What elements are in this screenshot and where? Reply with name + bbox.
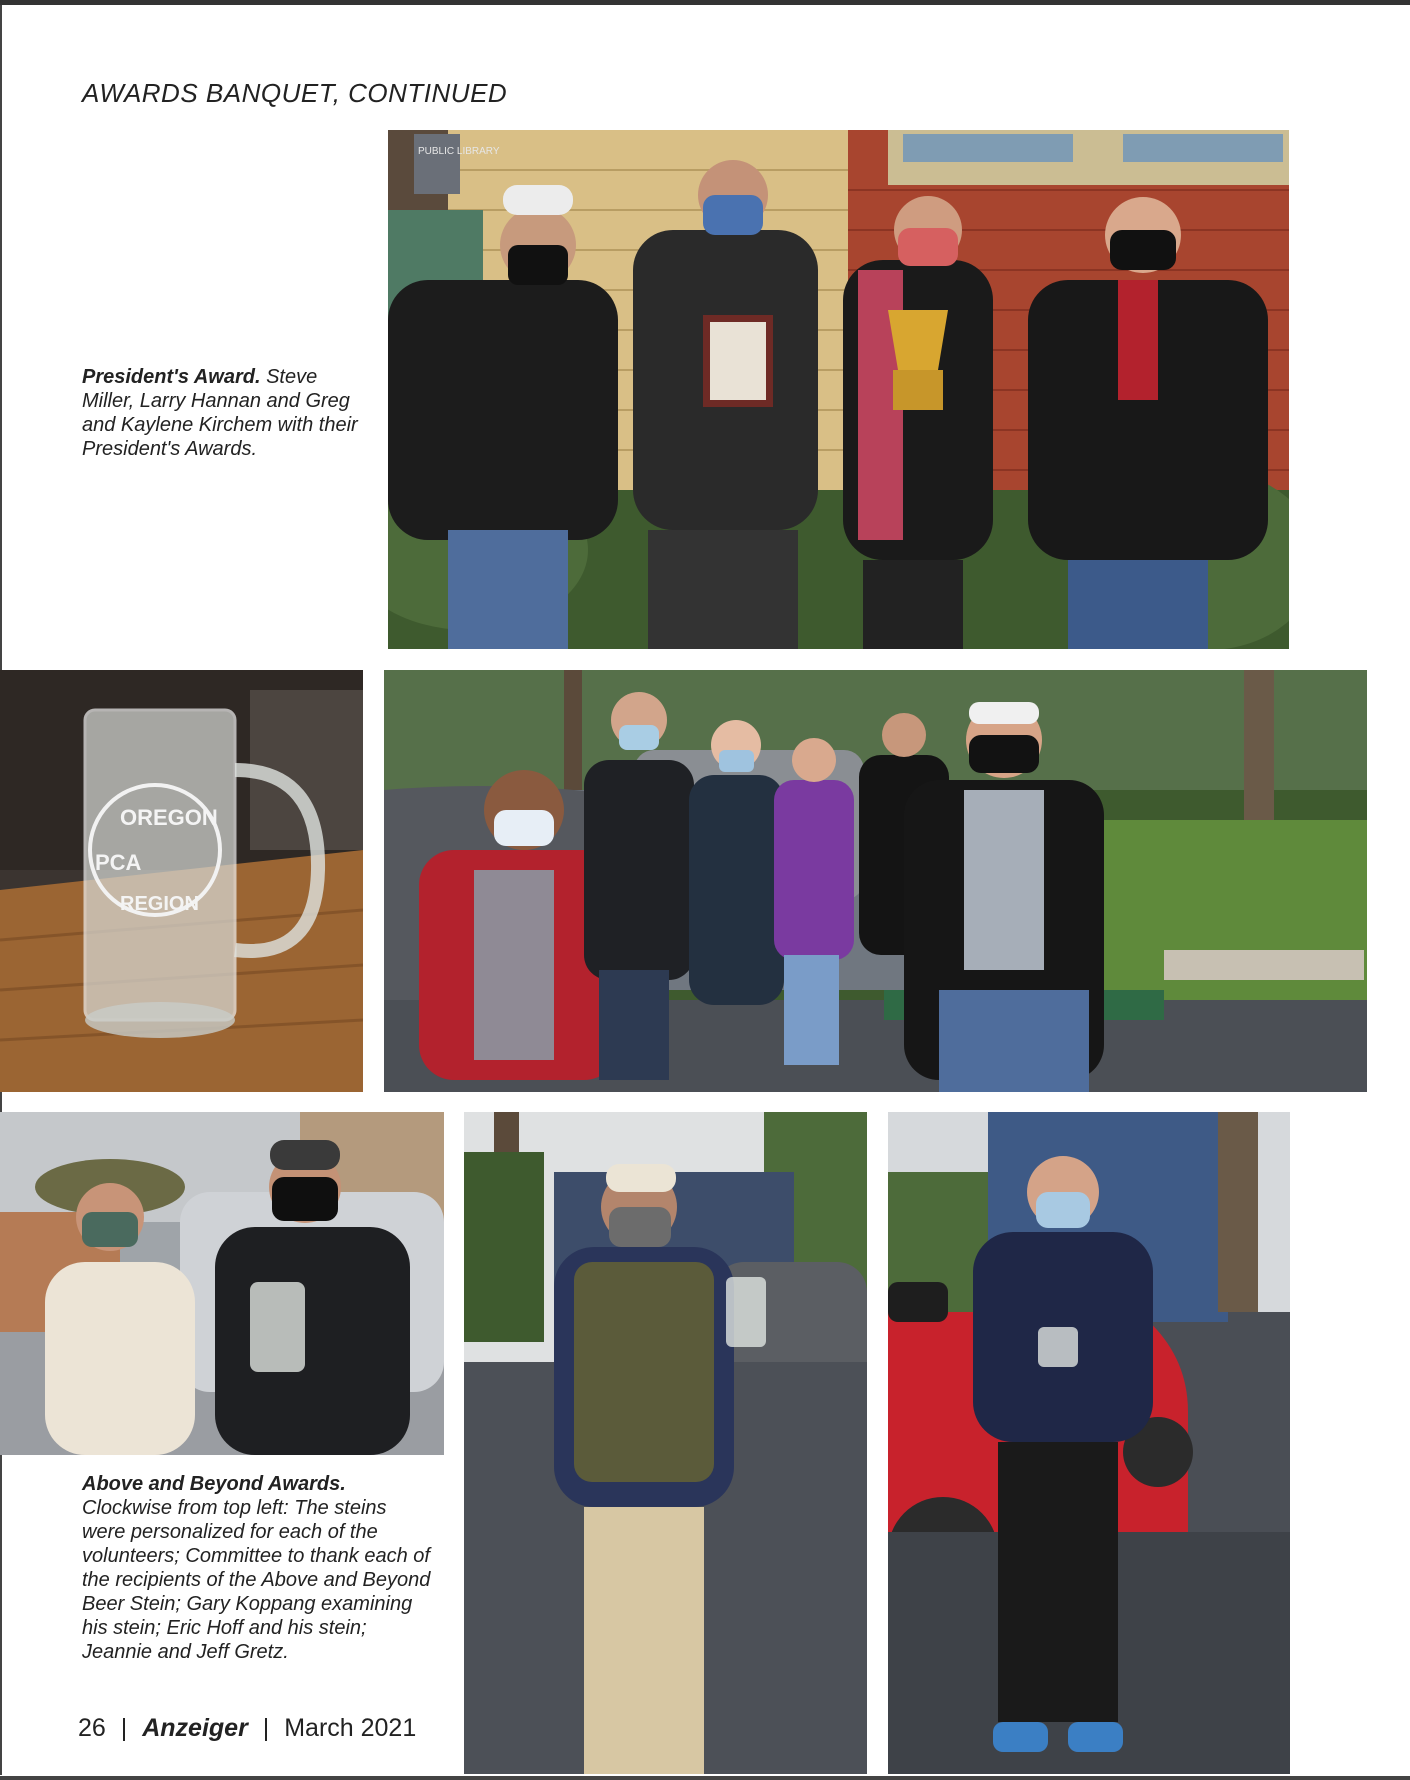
page-footer [78, 1714, 416, 1743]
caption-title: President's Award. [82, 366, 261, 388]
stein-text-top: OREGON [120, 805, 218, 830]
stein-photo [0, 670, 363, 1092]
presidents-award-photo [388, 130, 1289, 649]
person-larry [633, 160, 818, 649]
bottom-border [0, 1776, 1410, 1780]
committee-photo [384, 670, 1367, 1092]
caption-text: Clockwise from top left: The steins were personalized for each of the volunteers; Committee to thank each of the recipients of the Above and Beyond Beer Stein; Gary Koppang examining his stein; Eric Hoff and his stein; Jeannie and Jeff Gretz. [82, 1497, 431, 1663]
page-heading: AWARDS BANQUET, CONTINUED [82, 78, 508, 108]
presidents-award-caption [82, 365, 362, 461]
caption-title: Above and Beyond Awards. [82, 1473, 346, 1495]
eric-hoff-photo [464, 1112, 867, 1774]
stein-text-side: PCA [95, 850, 142, 875]
footer-separator: | [262, 1714, 270, 1742]
library-sign: PUBLIC LIBRARY [418, 146, 500, 157]
footer-separator: | [120, 1714, 128, 1742]
issue-date: March 2021 [284, 1714, 417, 1742]
above-and-beyond-caption [82, 1472, 432, 1664]
top-border [0, 0, 1410, 5]
gretz-photo [0, 1112, 444, 1455]
stein-text-bottom: REGION [120, 893, 199, 915]
gary-koppang-photo [888, 1112, 1290, 1774]
magazine-name: Anzeiger [142, 1714, 248, 1742]
page-number: 26 [78, 1714, 106, 1742]
caption-text: Steve Miller, Larry Hannan and Greg and Kaylene Kirchem with their President's Awards. [82, 366, 358, 460]
